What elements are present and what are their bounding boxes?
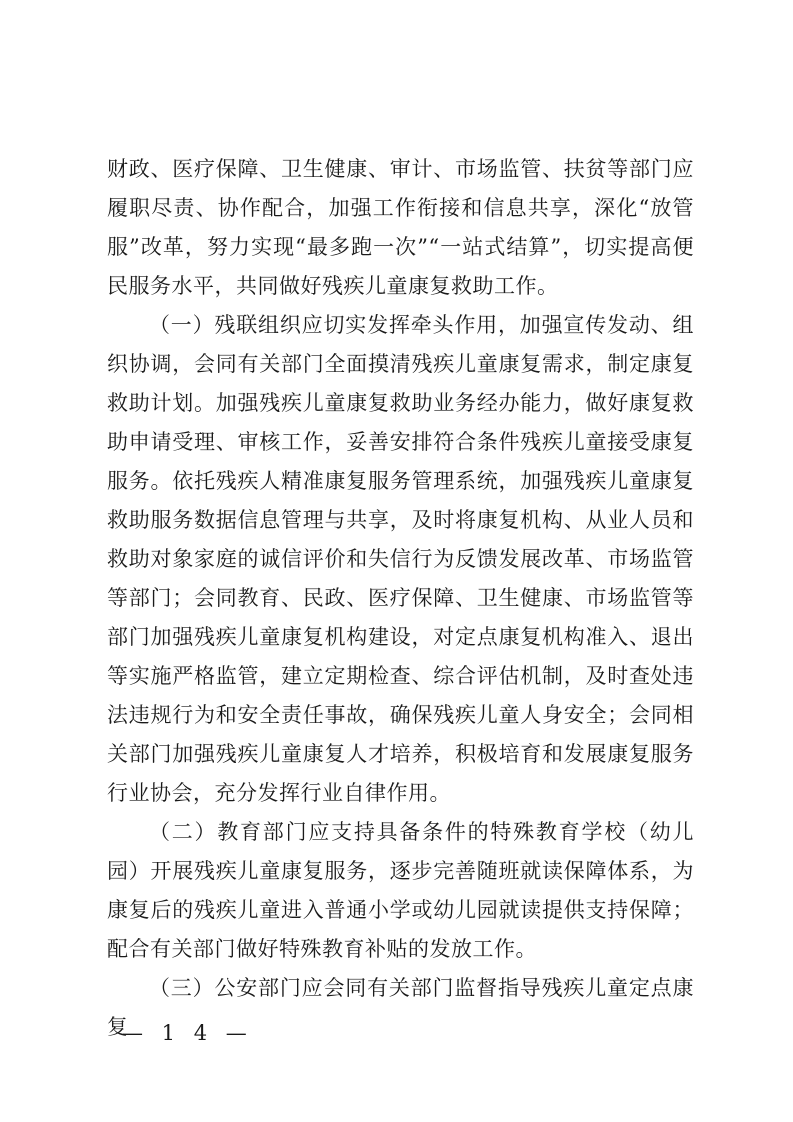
paragraph-continuation: 财政、医疗保障、卫生健康、审计、市场监管、扶贫等部门应履职尽责、协作配合，加强工作衔接和信息共享，深化“放管服”改革，努力实现“最多跑一次”“一站式结算”，切实提高便民服务水平，共同做好残疾儿童康复救助工作。	[107, 157, 694, 298]
body-text	[107, 150, 694, 1047]
paragraph-section-1: （一）残联组织应切实发挥牵头作用，加强宣传发动、组织协调，会同有关部门全面摸清残疾儿童康复需求，制定康复救助计划。加强残疾儿童康复救助业务经办能力，做好康复救助申请受理、审核工作，妥善安排符合条件残疾儿童接受康复服务。依托残疾人精准康复服务管理系统，加强残疾儿童康复救助服务数据信息管理与共享，及时将康复机构、从业人员和救助对象家庭的诚信评价和失信行为反馈发展改革、市场监管等部门；会同教育、民政、医疗保障、卫生健康、市场监管等部门加强残疾儿童康复机构建设，对定点康复机构准入、退出等实施严格监管，建立定期检查、综合评估机制，及时查处违法违规行为和安全责任事故，确保残疾儿童人身安全；会同相关部门加强残疾儿童康复人才培养，积极培育和发展康复服务行业协会，充分发挥行业自律作用。	[107, 313, 694, 805]
paragraph-section-2: （二）教育部门应支持具备条件的特殊教育学校（幼儿园）开展残疾儿童康复服务，逐步完善随班就读保障体系，为康复后的残疾儿童进入普通小学或幼儿园就读提供支持保障；配合有关部门做好特殊教育补贴的发放工作。	[107, 820, 694, 961]
paragraph-section-3: （三）公安部门应会同有关部门监督指导残疾儿童定点康复	[107, 976, 694, 1039]
page-number: — 1 4 —	[122, 1021, 253, 1045]
